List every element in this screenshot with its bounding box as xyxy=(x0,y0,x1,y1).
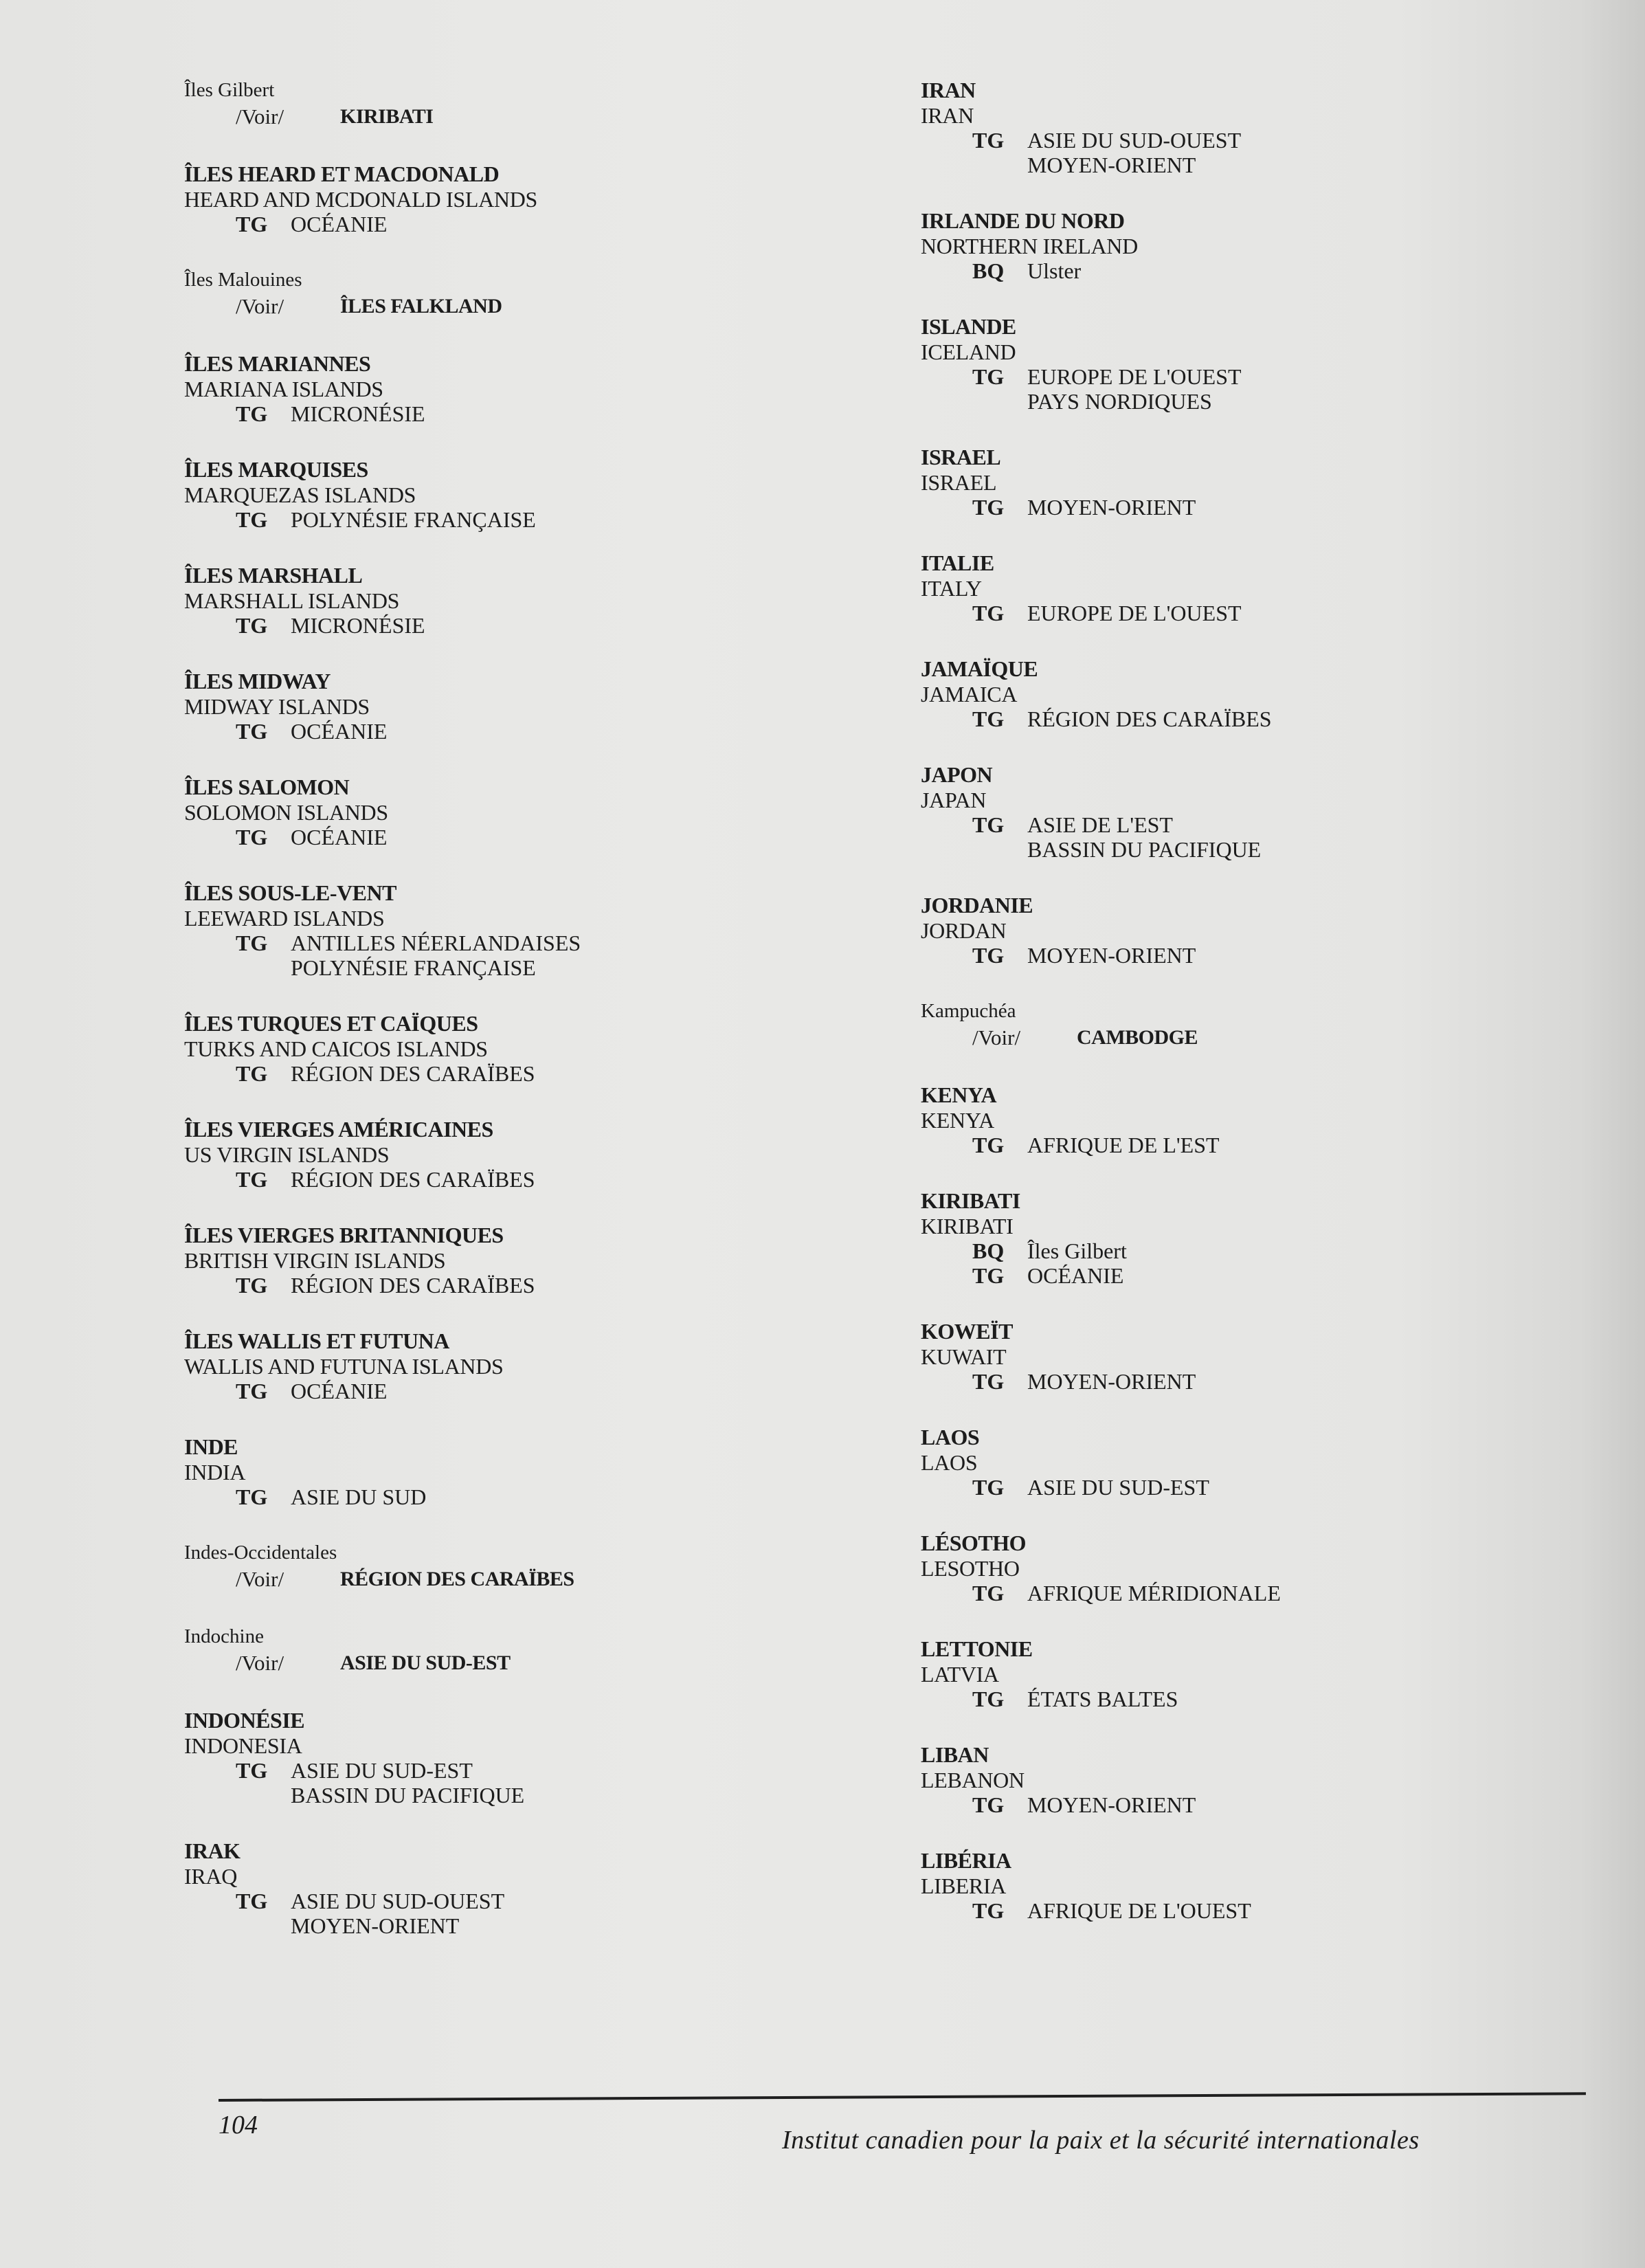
entry-english-term: JAMAICA xyxy=(921,682,1018,707)
relation-term: MOYEN-ORIENT xyxy=(1027,495,1196,520)
relation-code: TG xyxy=(972,943,1005,968)
thesaurus-entry xyxy=(184,1222,871,1298)
thesaurus-entry xyxy=(184,774,871,849)
see-label: /Voir/ xyxy=(236,1567,284,1591)
footer-title: Institut canadien pour la paix et la sécurité internationales xyxy=(782,2126,1420,2155)
entry-heading: LAOS xyxy=(921,1425,980,1449)
relation-code: TG xyxy=(972,601,1005,625)
relation-term: MOYEN-ORIENT xyxy=(1027,1369,1196,1394)
entry-english-term: JAPAN xyxy=(921,788,987,812)
relation-row xyxy=(972,943,1608,968)
relation-term: ASIE DU SUD xyxy=(291,1485,427,1509)
relation-terms xyxy=(291,507,536,532)
thesaurus-entry xyxy=(921,998,1608,1052)
relation-row xyxy=(972,1898,1608,1923)
relation-term: OCÉANIE xyxy=(291,825,388,849)
entry-heading: ISRAEL xyxy=(921,445,1001,469)
entry-english-term: HEARD AND MCDONALD ISLANDS xyxy=(184,187,537,212)
entry-heading: IRAK xyxy=(184,1838,240,1863)
thesaurus-entry xyxy=(921,1082,1608,1157)
thesaurus-entry xyxy=(184,351,871,426)
relation-terms xyxy=(291,719,387,744)
entry-english-term: ITALY xyxy=(921,576,982,601)
thesaurus-entry xyxy=(184,668,871,744)
relation-row xyxy=(972,128,1608,177)
entry-heading: ÎLES WALLIS ET FUTUNA xyxy=(184,1328,449,1353)
entry-heading: INDONÉSIE xyxy=(184,1708,305,1733)
relation-terms xyxy=(1027,1792,1196,1817)
entry-english-term: INDIA xyxy=(184,1460,246,1485)
thesaurus-entry xyxy=(921,656,1608,731)
entry-heading: INDE xyxy=(184,1434,238,1459)
relation-code: TG xyxy=(972,707,1005,731)
relation-row xyxy=(972,1369,1608,1394)
thesaurus-entry xyxy=(184,267,871,320)
relation-term: OCÉANIE xyxy=(1027,1263,1124,1288)
relation-code: TG xyxy=(236,613,268,638)
relation-code: TG xyxy=(236,1273,268,1298)
entry-english-term: MARIANA ISLANDS xyxy=(184,377,383,401)
entry-heading: IRLANDE DU NORD xyxy=(921,208,1125,233)
relation-term: MICRONÉSIE xyxy=(291,613,425,638)
relation-term: EUROPE DE L'OUEST xyxy=(1027,364,1242,389)
relation-terms xyxy=(1027,364,1242,414)
relation-row xyxy=(972,707,1608,731)
entry-heading: ÎLES VIERGES BRITANNIQUES xyxy=(184,1223,504,1247)
entry-english-term: LEBANON xyxy=(921,1768,1025,1792)
relation-terms xyxy=(1027,1369,1196,1394)
thesaurus-entry xyxy=(921,1742,1608,1817)
see-reference xyxy=(236,103,871,131)
see-reference xyxy=(236,293,871,320)
thesaurus-entry xyxy=(184,1010,871,1086)
entry-heading: JAPON xyxy=(921,762,993,787)
relation-code: TG xyxy=(972,1898,1005,1923)
entry-heading: KIRIBATI xyxy=(921,1188,1020,1213)
thesaurus-entry xyxy=(921,892,1608,968)
entry-heading: LÉSOTHO xyxy=(921,1531,1026,1555)
relation-code: TG xyxy=(972,495,1005,520)
relation-code: TG xyxy=(972,1369,1005,1394)
thesaurus-entry xyxy=(921,1188,1608,1288)
relation-terms xyxy=(1027,1687,1178,1711)
see-label: /Voir/ xyxy=(972,1025,1021,1049)
relation-code: TG xyxy=(236,825,268,849)
thesaurus-entry xyxy=(921,313,1608,414)
relation-term: MOYEN-ORIENT xyxy=(1027,153,1196,177)
relation-terms xyxy=(291,1758,524,1808)
thesaurus-entry xyxy=(921,1847,1608,1923)
relation-terms xyxy=(291,613,425,638)
entry-english-term: MARQUEZAS ISLANDS xyxy=(184,482,416,507)
relation-terms xyxy=(291,1889,504,1938)
relation-term: ASIE DU SUD-EST xyxy=(1027,1475,1209,1500)
entry-english-term: LATVIA xyxy=(921,1662,999,1687)
footer-rule xyxy=(219,2092,1586,2102)
entry-heading: Kampuchéa xyxy=(921,1000,1016,1022)
entry-heading: Îles Gilbert xyxy=(184,79,275,101)
entry-english-term: WALLIS AND FUTUNA ISLANDS xyxy=(184,1354,504,1379)
thesaurus-entry xyxy=(921,208,1608,283)
relation-terms xyxy=(1027,1898,1251,1923)
entry-heading: ÎLES HEARD ET MACDONALD xyxy=(184,162,500,186)
thesaurus-entry xyxy=(184,1838,871,1938)
relation-row xyxy=(236,1758,871,1808)
entry-heading: ÎLES TURQUES ET CAÏQUES xyxy=(184,1011,478,1036)
relation-row xyxy=(236,212,871,236)
thesaurus-entry xyxy=(184,1539,871,1593)
left-column xyxy=(184,77,871,1968)
relation-code: TG xyxy=(236,401,268,426)
relation-code: TG xyxy=(972,1792,1005,1817)
entry-english-term: BRITISH VIRGIN ISLANDS xyxy=(184,1248,446,1273)
relation-term: MOYEN-ORIENT xyxy=(1027,943,1196,968)
entry-english-term: LEEWARD ISLANDS xyxy=(184,906,385,931)
thesaurus-entry xyxy=(184,1707,871,1808)
relation-row xyxy=(972,1475,1608,1500)
entry-english-term: KENYA xyxy=(921,1108,994,1133)
relation-terms xyxy=(1027,1581,1281,1605)
entry-heading: ITALIE xyxy=(921,551,994,575)
relation-row xyxy=(236,719,871,744)
entry-heading: LIBAN xyxy=(921,1742,989,1767)
relation-term: MOYEN-ORIENT xyxy=(291,1913,460,1938)
relation-row xyxy=(236,825,871,849)
relation-terms xyxy=(291,1379,387,1403)
thesaurus-entry xyxy=(921,761,1608,862)
entry-heading: ÎLES MIDWAY xyxy=(184,669,331,693)
entry-english-term: IRAQ xyxy=(184,1864,238,1889)
entry-english-term: LIBERIA xyxy=(921,1874,1007,1898)
relation-code: TG xyxy=(236,212,268,236)
thesaurus-entry xyxy=(184,1116,871,1192)
see-reference xyxy=(972,1024,1608,1052)
entry-heading: ISLANDE xyxy=(921,314,1016,339)
relation-row xyxy=(972,601,1608,625)
relation-row xyxy=(972,495,1608,520)
relation-term: RÉGION DES CARAÏBES xyxy=(291,1061,535,1086)
relation-terms xyxy=(1027,1263,1123,1288)
entry-heading: ÎLES MARQUISES xyxy=(184,457,368,482)
relation-row xyxy=(236,401,871,426)
relation-term: POLYNÉSIE FRANÇAISE xyxy=(291,955,536,980)
relation-row xyxy=(236,1485,871,1509)
relation-term: OCÉANIE xyxy=(291,1379,388,1403)
relation-code: TG xyxy=(236,1379,268,1403)
relation-terms xyxy=(1027,1238,1127,1263)
relation-row xyxy=(972,1792,1608,1817)
relation-row xyxy=(972,812,1608,862)
entry-english-term: MIDWAY ISLANDS xyxy=(184,694,370,719)
thesaurus-entry xyxy=(184,1623,871,1677)
entry-english-term: INDONESIA xyxy=(184,1733,302,1758)
see-target: RÉGION DES CARAÏBES xyxy=(340,1568,574,1590)
relation-row xyxy=(972,1133,1608,1157)
see-reference xyxy=(236,1566,871,1593)
relation-term: BASSIN DU PACIFIQUE xyxy=(291,1783,525,1808)
relation-term: RÉGION DES CARAÏBES xyxy=(291,1167,535,1192)
entry-heading: ÎLES VIERGES AMÉRICAINES xyxy=(184,1117,493,1142)
entry-english-term: KIRIBATI xyxy=(921,1214,1014,1238)
thesaurus-entry xyxy=(921,550,1608,625)
entry-english-term: JORDAN xyxy=(921,918,1007,943)
entry-english-term: US VIRGIN ISLANDS xyxy=(184,1142,390,1167)
entry-heading: Îles Malouines xyxy=(184,269,302,291)
relation-code: TG xyxy=(972,1263,1005,1288)
entry-heading: IRAN xyxy=(921,78,976,102)
relation-term: POLYNÉSIE FRANÇAISE xyxy=(291,507,536,532)
relation-row xyxy=(236,507,871,532)
entry-heading: KENYA xyxy=(921,1082,997,1107)
entry-heading: ÎLES MARSHALL xyxy=(184,563,363,588)
relation-row xyxy=(236,1061,871,1086)
relation-terms xyxy=(1027,128,1241,177)
relation-term: ASIE DU SUD-OUEST xyxy=(291,1889,505,1913)
relation-term: PAYS NORDIQUES xyxy=(1027,389,1212,414)
relation-terms xyxy=(1027,812,1261,862)
thesaurus-entry xyxy=(921,1318,1608,1394)
relation-code: TG xyxy=(236,1485,268,1509)
entry-english-term: TURKS AND CAICOS ISLANDS xyxy=(184,1036,488,1061)
relation-row xyxy=(236,1379,871,1403)
relation-terms xyxy=(291,1061,535,1086)
relation-terms xyxy=(1027,495,1196,520)
relation-term: Îles Gilbert xyxy=(1027,1238,1127,1263)
relation-row xyxy=(972,1581,1608,1605)
see-label: /Voir/ xyxy=(236,104,284,129)
relation-row xyxy=(236,613,871,638)
relation-row xyxy=(972,1687,1608,1711)
relation-terms xyxy=(291,212,387,236)
see-target: ASIE DU SUD-EST xyxy=(340,1652,511,1674)
see-label: /Voir/ xyxy=(236,1651,284,1675)
relation-terms xyxy=(1027,943,1196,968)
relation-terms xyxy=(1027,601,1242,625)
relation-term: ANTILLES NÉERLANDAISES xyxy=(291,931,581,955)
relation-row xyxy=(236,1273,871,1298)
relation-code: TG xyxy=(236,1889,268,1913)
relation-code: TG xyxy=(972,1475,1005,1500)
entry-heading: LIBÉRIA xyxy=(921,1848,1011,1873)
see-target: ÎLES FALKLAND xyxy=(340,295,502,318)
relation-code: BQ xyxy=(972,1238,1005,1263)
relation-code: TG xyxy=(972,812,1005,837)
entry-english-term: SOLOMON ISLANDS xyxy=(184,800,388,825)
relation-term: ASIE DU SUD-EST xyxy=(291,1758,473,1783)
relation-row xyxy=(972,258,1608,283)
relation-term: AFRIQUE DE L'OUEST xyxy=(1027,1898,1251,1923)
relation-term: MICRONÉSIE xyxy=(291,401,425,426)
thesaurus-entry xyxy=(184,562,871,638)
relation-terms xyxy=(291,401,425,426)
relation-code: TG xyxy=(972,1133,1005,1157)
relation-terms xyxy=(1027,258,1081,283)
entry-heading: ÎLES SOUS-LE-VENT xyxy=(184,880,396,905)
relation-terms xyxy=(1027,1475,1209,1500)
relation-code: TG xyxy=(972,128,1005,153)
relation-code: TG xyxy=(236,1061,268,1086)
relation-term: OCÉANIE xyxy=(291,212,388,236)
see-target: CAMBODGE xyxy=(1077,1026,1198,1049)
relation-term: AFRIQUE DE L'EST xyxy=(1027,1133,1220,1157)
relation-code: BQ xyxy=(972,258,1005,283)
entry-heading: ÎLES SALOMON xyxy=(184,775,350,799)
entry-heading: LETTONIE xyxy=(921,1636,1033,1661)
thesaurus-entry xyxy=(921,444,1608,520)
relation-terms xyxy=(291,1485,426,1509)
relation-term: MOYEN-ORIENT xyxy=(1027,1792,1196,1817)
thesaurus-entry xyxy=(184,1434,871,1509)
relation-terms xyxy=(291,931,581,980)
entry-english-term: ICELAND xyxy=(921,340,1016,364)
entry-english-term: MARSHALL ISLANDS xyxy=(184,588,400,613)
thesaurus-entry xyxy=(184,1328,871,1403)
thesaurus-entry xyxy=(184,77,871,131)
entry-english-term: ISRAEL xyxy=(921,470,997,495)
relation-term: ÉTATS BALTES xyxy=(1027,1687,1178,1711)
relation-terms xyxy=(291,825,387,849)
relation-term: BASSIN DU PACIFIQUE xyxy=(1027,837,1262,862)
relation-term: ASIE DE L'EST xyxy=(1027,812,1173,837)
relation-term: ASIE DU SUD-OUEST xyxy=(1027,128,1242,153)
relation-term: Ulster xyxy=(1027,258,1082,283)
entry-english-term: LESOTHO xyxy=(921,1556,1020,1581)
entry-english-term: KUWAIT xyxy=(921,1344,1007,1369)
relation-code: TG xyxy=(236,507,268,532)
entry-english-term: LAOS xyxy=(921,1450,978,1475)
relation-terms xyxy=(1027,1133,1220,1157)
relation-row xyxy=(972,364,1608,414)
thesaurus-entry xyxy=(184,880,871,980)
relation-terms xyxy=(1027,707,1272,731)
see-label: /Voir/ xyxy=(236,294,284,318)
thesaurus-entry xyxy=(921,1424,1608,1500)
see-reference xyxy=(236,1649,871,1677)
relation-code: TG xyxy=(236,719,268,744)
relation-term: EUROPE DE L'OUEST xyxy=(1027,601,1242,625)
thesaurus-entry xyxy=(921,1530,1608,1605)
relation-row xyxy=(972,1238,1608,1263)
entry-heading: Indochine xyxy=(184,1625,264,1647)
relation-code: TG xyxy=(972,1581,1005,1605)
right-column xyxy=(921,77,1608,1953)
relation-code: TG xyxy=(236,931,268,955)
entry-heading: ÎLES MARIANNES xyxy=(184,351,371,376)
entry-heading: JAMAÏQUE xyxy=(921,656,1038,681)
relation-term: AFRIQUE MÉRIDIONALE xyxy=(1027,1581,1281,1605)
entry-english-term: IRAN xyxy=(921,103,974,128)
thesaurus-entry xyxy=(921,1636,1608,1711)
thesaurus-entry xyxy=(921,77,1608,177)
relation-code: TG xyxy=(972,1687,1005,1711)
relation-code: TG xyxy=(236,1167,268,1192)
entry-english-term: NORTHERN IRELAND xyxy=(921,234,1138,258)
relation-row xyxy=(236,931,871,980)
relation-terms xyxy=(291,1167,535,1192)
thesaurus-entry xyxy=(184,456,871,532)
page-number: 104 xyxy=(219,2111,258,2139)
relation-code: TG xyxy=(972,364,1005,389)
relation-row xyxy=(236,1167,871,1192)
relation-term: OCÉANIE xyxy=(291,719,388,744)
relation-term: RÉGION DES CARAÏBES xyxy=(1027,707,1272,731)
thesaurus-entry xyxy=(184,161,871,236)
entry-heading: JORDANIE xyxy=(921,893,1033,918)
relation-code: TG xyxy=(236,1758,268,1783)
relation-row xyxy=(972,1263,1608,1288)
relation-term: RÉGION DES CARAÏBES xyxy=(291,1273,535,1298)
relation-terms xyxy=(291,1273,535,1298)
entry-heading: Indes-Occidentales xyxy=(184,1542,337,1564)
relation-row xyxy=(236,1889,871,1938)
entry-heading: KOWEÏT xyxy=(921,1319,1013,1344)
see-target: KIRIBATI xyxy=(340,105,434,128)
